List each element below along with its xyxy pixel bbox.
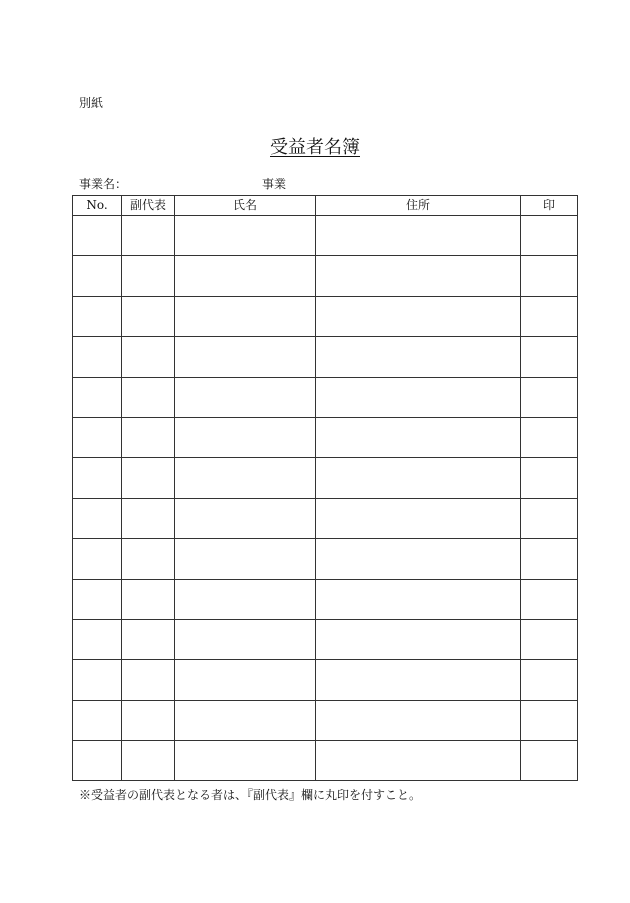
project-name-suffix: 事業 [262, 177, 287, 191]
name-cell[interactable] [175, 417, 316, 457]
vice-representative-cell[interactable] [122, 700, 175, 740]
column-header-vice-representative: 副代表 [122, 196, 175, 216]
vice-representative-cell[interactable] [122, 216, 175, 256]
seal-cell[interactable] [521, 296, 578, 336]
address-cell[interactable] [316, 539, 521, 579]
seal-cell[interactable] [521, 337, 578, 377]
address-cell[interactable] [316, 296, 521, 336]
address-cell[interactable] [316, 660, 521, 700]
number-cell[interactable] [73, 337, 122, 377]
name-cell[interactable] [175, 296, 316, 336]
vice-representative-cell[interactable] [122, 417, 175, 457]
table-row [73, 741, 578, 781]
table-row [73, 700, 578, 740]
vice-representative-cell[interactable] [122, 498, 175, 538]
name-cell[interactable] [175, 579, 316, 619]
number-cell[interactable] [73, 458, 122, 498]
address-cell[interactable] [316, 256, 521, 296]
beneficiary-roster-table [72, 195, 578, 781]
address-cell[interactable] [316, 216, 521, 256]
table-row [73, 539, 578, 579]
column-header-number: No. [73, 196, 122, 216]
number-cell[interactable] [73, 660, 122, 700]
address-cell[interactable] [316, 498, 521, 538]
name-cell[interactable] [175, 337, 316, 377]
column-header-seal: 印 [521, 196, 578, 216]
address-cell[interactable] [316, 377, 521, 417]
name-cell[interactable] [175, 458, 316, 498]
seal-cell[interactable] [521, 256, 578, 296]
address-cell[interactable] [316, 741, 521, 781]
number-cell[interactable] [73, 216, 122, 256]
name-cell[interactable] [175, 377, 316, 417]
table-header-row [73, 196, 578, 216]
vice-representative-cell[interactable] [122, 377, 175, 417]
table-row [73, 296, 578, 336]
seal-cell[interactable] [521, 619, 578, 659]
name-cell[interactable] [175, 498, 316, 538]
table-row [73, 498, 578, 538]
table-row [73, 377, 578, 417]
name-cell[interactable] [175, 539, 316, 579]
vice-representative-cell[interactable] [122, 539, 175, 579]
address-cell[interactable] [316, 458, 521, 498]
seal-cell[interactable] [521, 417, 578, 457]
address-cell[interactable] [316, 700, 521, 740]
footnote: ※受益者の副代表となる者は、『副代表』欄に丸印を付すこと。 [79, 788, 422, 802]
seal-cell[interactable] [521, 660, 578, 700]
attachment-label: 別紙 [79, 96, 104, 110]
vice-representative-cell[interactable] [122, 579, 175, 619]
vice-representative-cell[interactable] [122, 741, 175, 781]
address-cell[interactable] [316, 417, 521, 457]
table-row [73, 458, 578, 498]
name-cell[interactable] [175, 216, 316, 256]
address-cell[interactable] [316, 579, 521, 619]
project-name-label: 事業名： [79, 177, 128, 191]
address-cell[interactable] [316, 619, 521, 659]
vice-representative-cell[interactable] [122, 337, 175, 377]
vice-representative-cell[interactable] [122, 660, 175, 700]
vice-representative-cell[interactable] [122, 619, 175, 659]
number-cell[interactable] [73, 700, 122, 740]
number-cell[interactable] [73, 498, 122, 538]
table-row [73, 256, 578, 296]
document-title-text: 受益者名簿 [270, 137, 360, 158]
name-cell[interactable] [175, 741, 316, 781]
name-cell[interactable] [175, 660, 316, 700]
seal-cell[interactable] [521, 498, 578, 538]
seal-cell[interactable] [521, 458, 578, 498]
seal-cell[interactable] [521, 741, 578, 781]
number-cell[interactable] [73, 377, 122, 417]
number-cell[interactable] [73, 579, 122, 619]
column-header-name: 氏名 [175, 196, 316, 216]
document-title [0, 136, 630, 160]
name-cell[interactable] [175, 700, 316, 740]
table-row [73, 216, 578, 256]
name-cell[interactable] [175, 256, 316, 296]
number-cell[interactable] [73, 296, 122, 336]
table-row [73, 337, 578, 377]
roster-body [73, 216, 578, 781]
seal-cell[interactable] [521, 377, 578, 417]
number-cell[interactable] [73, 741, 122, 781]
table-row [73, 579, 578, 619]
number-cell[interactable] [73, 619, 122, 659]
vice-representative-cell[interactable] [122, 458, 175, 498]
seal-cell[interactable] [521, 216, 578, 256]
number-cell[interactable] [73, 417, 122, 457]
number-cell[interactable] [73, 539, 122, 579]
name-cell[interactable] [175, 619, 316, 659]
address-cell[interactable] [316, 337, 521, 377]
seal-cell[interactable] [521, 700, 578, 740]
table-row [73, 619, 578, 659]
seal-cell[interactable] [521, 539, 578, 579]
vice-representative-cell[interactable] [122, 256, 175, 296]
vice-representative-cell[interactable] [122, 296, 175, 336]
number-cell[interactable] [73, 256, 122, 296]
column-header-address: 住所 [316, 196, 521, 216]
seal-cell[interactable] [521, 579, 578, 619]
table-row [73, 417, 578, 457]
table-row [73, 660, 578, 700]
